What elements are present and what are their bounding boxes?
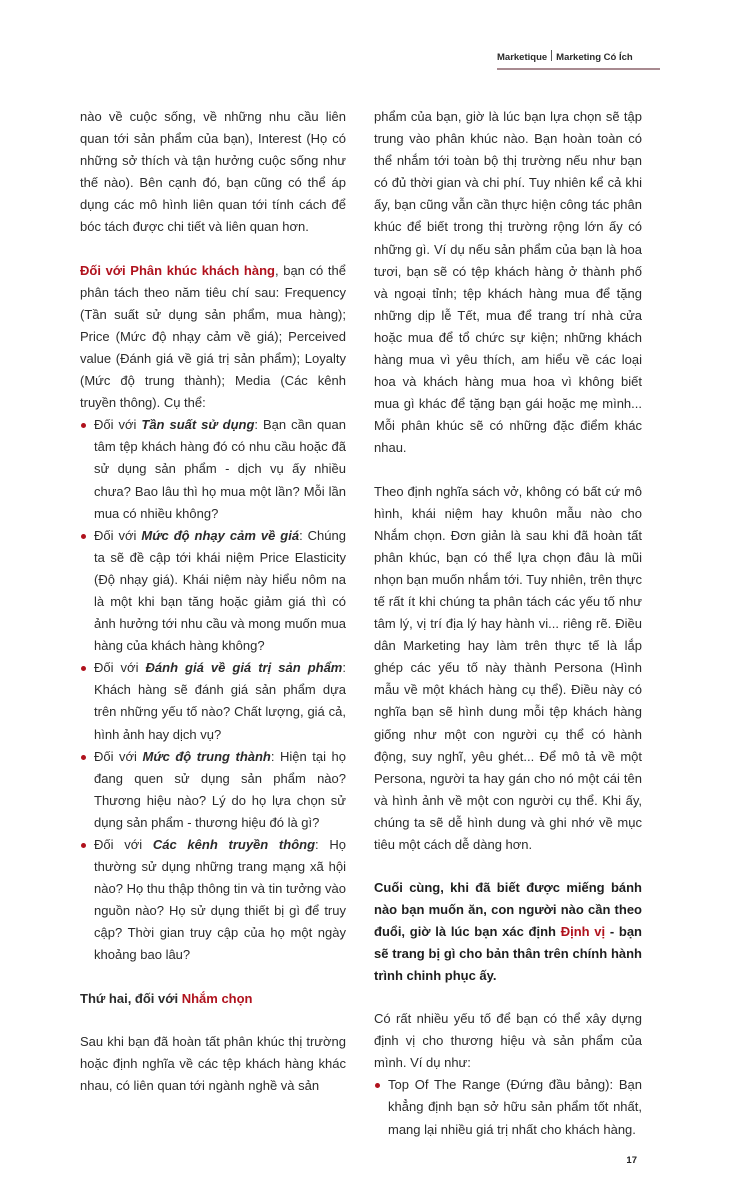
targeting-paragraph: phẩm của bạn, giờ là lúc bạn lựa chọn sẽ tập trung vào phân khúc nào. Bạn hoàn toàn có thể nhắm tới toàn bộ thị trường nếu như bạn có đủ thời gian và chi phí. Tuy nhiên kể cả khi ấy, bạn cũng vẫn cần thực hiện công tác phân khúc để biết trong thị trường rộng lớn ấy có những gì. Ví dụ nếu sản phẩm của bạn là hoa tươi, bạn sẽ có tệp khách hàng ở thành phố và ngoại tỉnh; tệp khách hàng mua để tặng những dịp lễ Tết, mua để trang trí nhà cửa hoặc mua để tổ chức sự kiện; những khách hàng mua vì yêu thích, am hiểu về các loại hoa và khách hàng mua hoa vì không biết mua gì khác để tặng bạn gái hoặc mẹ mình... Mỗi phân khúc sẽ có những đặc điểm khác nhau. [374, 109, 642, 456]
bullet-term: Mức độ nhạy cảm về giá [141, 527, 300, 543]
bullet-dot-icon [81, 755, 86, 760]
header-brand: Marketique [497, 52, 548, 63]
left-column [80, 106, 346, 1097]
body-columns [0, 106, 732, 1141]
bullet-dot-icon [375, 1083, 380, 1088]
bullet-dot-icon [81, 423, 86, 428]
bullet-term: Các kênh truyền thông [152, 837, 316, 852]
section-heading: Thứ hai, đối với Nhắm chọn [80, 990, 253, 1006]
intro-paragraph: nào về cuộc sống, về những nhu cầu liên quan tới sản phẩm của bạn), Interest (Họ có những sở thích và tận hưởng cuộc sống như thế nào). Bên cạnh đó, bạn cũng có thể áp dụng các mô hình liên quan tới tính cách để bóc tách được chi tiết và liên quan hơn. [80, 109, 346, 235]
header-section: Marketing Có Ích [556, 52, 633, 63]
header-divider [551, 50, 552, 61]
list-item: Đối với Mức độ nhạy cảm về giá: Chúng ta sẽ đề cập tới khái niệm Price Elasticity (Độ nhạy giá). Khái niệm này hiểu nôm na là một khi bạn tăng hoặc giảm giá thì có ảnh hưởng tới nhu cầu và mong muốn mua hàng của khách hàng không? [80, 525, 346, 658]
positioning-paragraph: Cuối cùng, khi đã biết được miếng bánh nào bạn muốn ăn, con người nào cần theo đuổi, giờ là lúc bạn xác định Định vị - bạn sẽ trang bị gì cho bản thân trên chính hành trình chinh phục ấy. [374, 880, 642, 984]
bullet-term: Đánh giá về giá trị sản phẩm [145, 660, 343, 676]
header-area [0, 0, 732, 106]
positioning-list [374, 1074, 642, 1140]
list-item: Đối với Các kênh truyền thông: Họ thường sử dụng những trang mạng xã hội nào? Họ thu thập thông tin và tin tưởng vào nguồn nào? Họ sử dụng thiết bị gì để truy cập? Thời gian truy cập của họ một ngày khoảng bao lâu? [80, 834, 346, 967]
closing-paragraph: Sau khi bạn đã hoàn tất phân khúc thị trường hoặc định nghĩa về các tệp khách hàng khác nhau, có liên quan tới ngành nghề và sản [80, 1033, 346, 1093]
persona-paragraph: Theo định nghĩa sách vở, không có bất cứ mô hình, khái niệm hay khuôn mẫu nào cho Nhắm chọn. Đơn giản là sau khi đã hoàn tất phân khúc, bạn có thể lựa chọn đâu là mũi nhọn bạn muốn nhắm tới. Tuy nhiên, trên thực tế rất ít khi chúng ta phân tách các yếu tố như tâm lý, vị trí địa lý hay hành vi... riêng rẽ. Điều dân Marketing hay làm trên thực tế là lắp ghép các yếu tố này thành Persona (Hình mẫu về một khách hàng cụ thể). Điều này có nghĩa bạn sẽ hình dung mỗi tệp khách hàng giống như một con người cụ thể có hành động, suy nghĩ, yêu ghét... Để mô tả về một Persona, người ta hay gán cho nó một cái tên và hình ảnh về một con người cụ thể. Khi ấy, chúng ta sẽ dễ hình dung và ghi nhớ về mục tiêu một cách dễ dàng hơn. [374, 483, 642, 852]
bullet-dot-icon [81, 666, 86, 671]
list-item: Top Of The Range (Đứng đầu bảng): Bạn khẳng định bạn sở hữu sản phẩm tốt nhất, mang lại nhiều giá trị nhất cho khách hàng. [374, 1074, 642, 1140]
list-item: Đối với Mức độ trung thành: Hiện tại họ đang quen sử dụng sản phẩm nào? Thương hiệu nào? Lý do họ lựa chọn sử dụng sản phẩm - thương hiệu đó là gì? [80, 746, 346, 834]
bullet-dot-icon [81, 843, 86, 848]
criteria-list [80, 414, 346, 966]
examples-paragraph: Có rất nhiều yếu tố để bạn có thể xây dựng định vị cho thương hiệu và sản phẩm của mình. Ví dụ như: [374, 1011, 642, 1071]
segment-text: , bạn có thể phân tách theo năm tiêu chí sau: Frequency (Tần suất sử dụng sản phẩm, mua hàng); Price (Mức độ nhạy cảm về giá); Perceived value (Đánh giá về giá trị sản phẩm); Loyalty (Mức độ trung thành); Media (Các kênh truyền thông). Cụ thể: [80, 262, 346, 411]
heading-highlight: Nhắm chọn [181, 990, 253, 1006]
header-rule [497, 68, 660, 70]
bullet-term: Tần suất sử dụng [141, 417, 255, 433]
page-number: 17 [626, 1154, 637, 1166]
running-header [497, 50, 667, 63]
segment-highlight: Đối với Phân khúc khách hàng [80, 262, 275, 278]
positioning-highlight: Định vị [560, 924, 606, 940]
segment-paragraph [80, 260, 346, 415]
bullet-dot-icon [81, 534, 86, 539]
page-footer [0, 1141, 732, 1186]
list-item: Đối với Đánh giá về giá trị sản phẩm: Khách hàng sẽ đánh giá sản phẩm dựa trên những yếu tố nào? Chất lượng, giá cả, hình ảnh hay dịch vụ? [80, 657, 346, 745]
bullet-term: Mức độ trung thành [142, 748, 271, 764]
list-item: Đối với Tần suất sử dụng: Bạn cần quan tâm tệp khách hàng đó có nhu cầu hoặc đã sử dụng sản phẩm - dịch vụ ấy nhiều chưa? Bao lâu thì họ mua một lần? Mỗi lần mua có nhiều không? [80, 414, 346, 524]
right-column [374, 106, 642, 1141]
